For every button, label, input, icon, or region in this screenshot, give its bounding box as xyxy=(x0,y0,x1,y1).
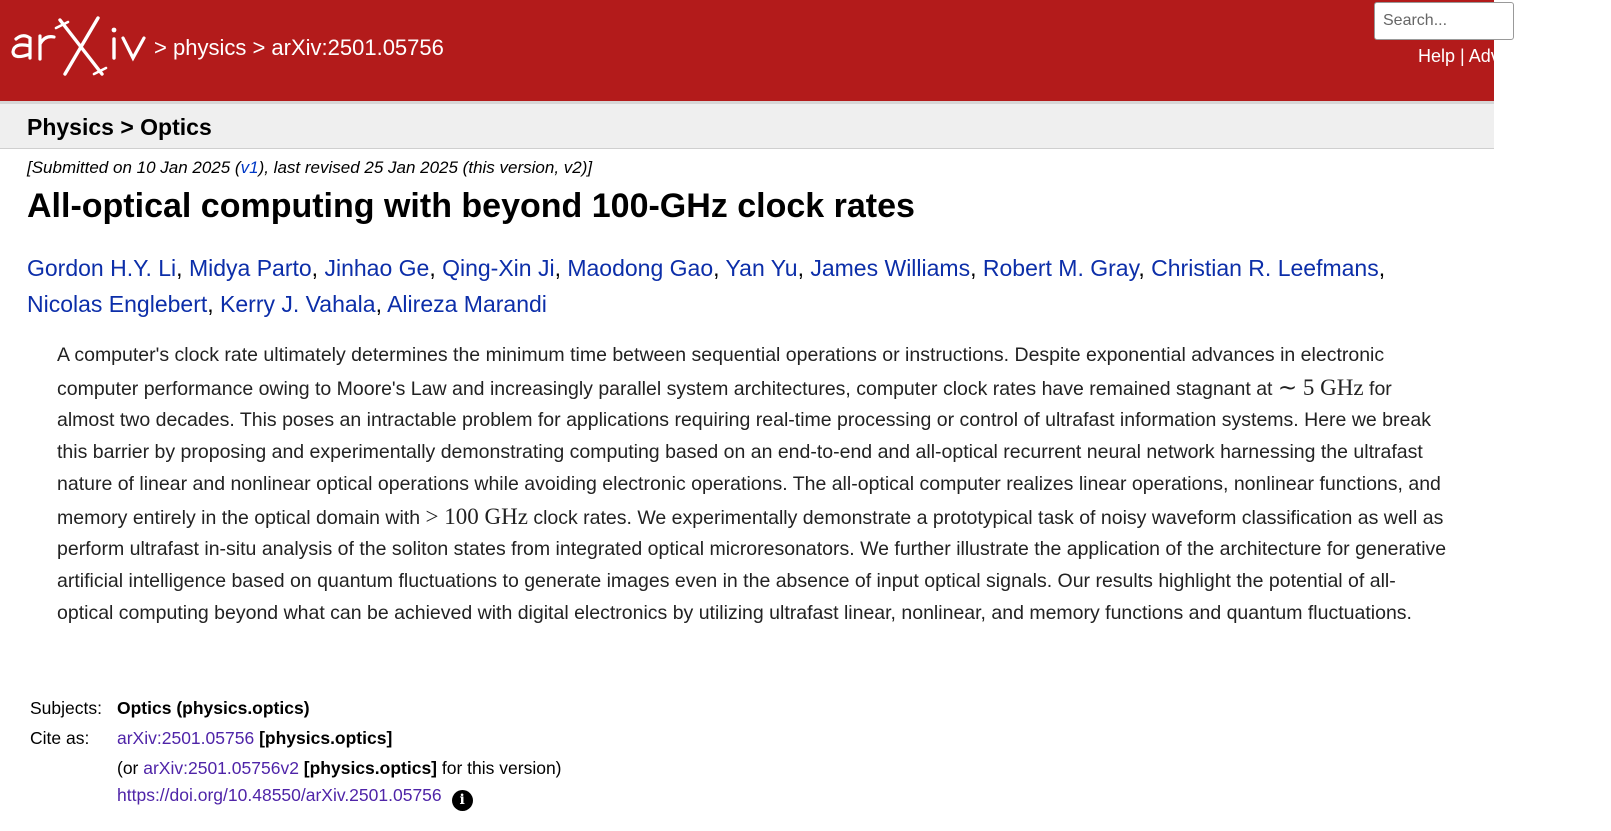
subjects-row xyxy=(30,693,562,723)
metadata-table xyxy=(30,693,562,813)
author-sep: , xyxy=(311,255,325,281)
author-link[interactable]: Kerry J. Vahala xyxy=(220,291,376,317)
doi-link[interactable]: https://doi.org/10.48550/arXiv.2501.05756 xyxy=(117,785,442,805)
author-sep: , xyxy=(375,291,388,317)
author-link[interactable]: Jinhao Ge xyxy=(324,255,430,281)
help-sep: | xyxy=(1455,46,1469,66)
author-sep: , xyxy=(207,291,221,317)
abstract-part: for almost two decades. This poses an intractable problem for applications requiring real-time processing or control of ultrafast information systems. Here we break this barrier by proposing and experimentally demonstrating computing based on an end-to-end and all-optical recurrent neural network harnessing the ultrafast nature of linear and nonlinear optical operations while avoiding electronic operations. The all-optical computer realizes linear operations, nonlinear functions, and memory entirely in the optical domain with xyxy=(57,377,1441,529)
author-sep: , xyxy=(1378,255,1386,281)
author-sep: , xyxy=(429,255,443,281)
author-sep: , xyxy=(1138,255,1152,281)
cite-row xyxy=(30,723,562,753)
author-sep: , xyxy=(970,255,983,281)
search-input[interactable] xyxy=(1374,2,1514,40)
info-icon[interactable]: i xyxy=(452,790,473,811)
author-link[interactable]: Qing-Xin Ji xyxy=(442,255,555,281)
abstract-text xyxy=(57,340,1447,629)
arxiv-logo[interactable] xyxy=(10,12,150,78)
author-sep: , xyxy=(797,255,811,281)
author-link[interactable]: Maodong Gao xyxy=(567,255,714,281)
breadcrumb xyxy=(154,35,444,61)
submission-history xyxy=(27,158,592,178)
breadcrumb-paper-id[interactable]: arXiv:2501.05756 xyxy=(271,35,444,60)
help-link[interactable]: Help xyxy=(1418,46,1456,66)
breadcrumb-sep: > xyxy=(154,35,173,60)
subjects-label: Subjects: xyxy=(30,697,102,718)
breadcrumb-sep: > xyxy=(246,35,272,60)
author-link[interactable]: James Williams xyxy=(810,255,971,281)
submission-suffix: ), last revised 25 Jan 2025 (this version, v2)] xyxy=(258,158,593,177)
breadcrumb-physics[interactable]: physics xyxy=(172,35,247,60)
version-v1-link[interactable]: v1 xyxy=(240,158,259,177)
author-sep: , xyxy=(713,255,726,281)
abstract-part: clock rates. We experimentally demonstrate a prototypical task of noisy waveform classification as well as perform ultrafast in-situ analysis of the soliton states from integrated optical microresonators. We further illustrate the application of the architecture for generative artificial intelligence based on quantum fluctuations to generate images even in the absence of input optical signals. Our results highlight the potential of all-optical computing beyond what can be achieved with digital electronics by utilizing ultrafast linear, nonlinear, and memory functions and quantum fluctuations. xyxy=(57,506,1447,624)
author-list xyxy=(27,250,1467,322)
doi-row xyxy=(30,783,562,813)
abstract xyxy=(57,340,1447,629)
author-link[interactable]: Midya Parto xyxy=(188,255,312,281)
abstract-part: A computer's clock rate ultimately determines the minimum time between sequential operations or instructions. Despite exponential advances in electronic computer performance owing to Moore's Law and increasingly parallel system architectures, computer clock rates have remained stagnant at xyxy=(57,344,1385,400)
author-link[interactable]: Alireza Marandi xyxy=(387,291,547,317)
author-sep: , xyxy=(554,255,568,281)
math-expression: ∼ 5 GHz xyxy=(1277,374,1364,400)
cite-class: [physics.optics] xyxy=(254,727,393,748)
versioned-cite-row xyxy=(30,753,562,783)
advanced-search-link[interactable]: Advanced Search xyxy=(1468,46,1611,66)
author-link[interactable]: Gordon H.Y. Li xyxy=(27,255,177,281)
author-sep: , xyxy=(176,255,189,281)
cite-id-link[interactable]: arXiv:2501.05756 xyxy=(117,727,255,748)
or-prefix: (or xyxy=(117,757,144,778)
subject-bar xyxy=(0,101,1494,149)
paper-title: All-optical computing with beyond 100-GHz clock rates xyxy=(27,187,915,225)
author-link[interactable]: Nicolas Englebert xyxy=(27,291,208,317)
math-expression: > 100 GHz xyxy=(425,503,528,529)
or-suffix: for this version) xyxy=(437,757,562,778)
versioned-id-link[interactable]: arXiv:2501.05756v2 xyxy=(143,757,299,778)
site-header xyxy=(0,0,1611,101)
subject-title: Physics > Optics xyxy=(27,114,212,140)
author-link[interactable]: Yan Yu xyxy=(725,255,798,281)
subjects-value: Optics (physics.optics) xyxy=(117,697,310,718)
author-link[interactable]: Christian R. Leefmans xyxy=(1151,255,1379,281)
submission-prefix: [Submitted on 10 Jan 2025 ( xyxy=(27,158,241,177)
cite-label: Cite as: xyxy=(30,727,90,748)
help-links xyxy=(1418,46,1611,67)
versioned-class: [physics.optics] xyxy=(298,757,438,778)
author-link[interactable]: Robert M. Gray xyxy=(982,255,1139,281)
